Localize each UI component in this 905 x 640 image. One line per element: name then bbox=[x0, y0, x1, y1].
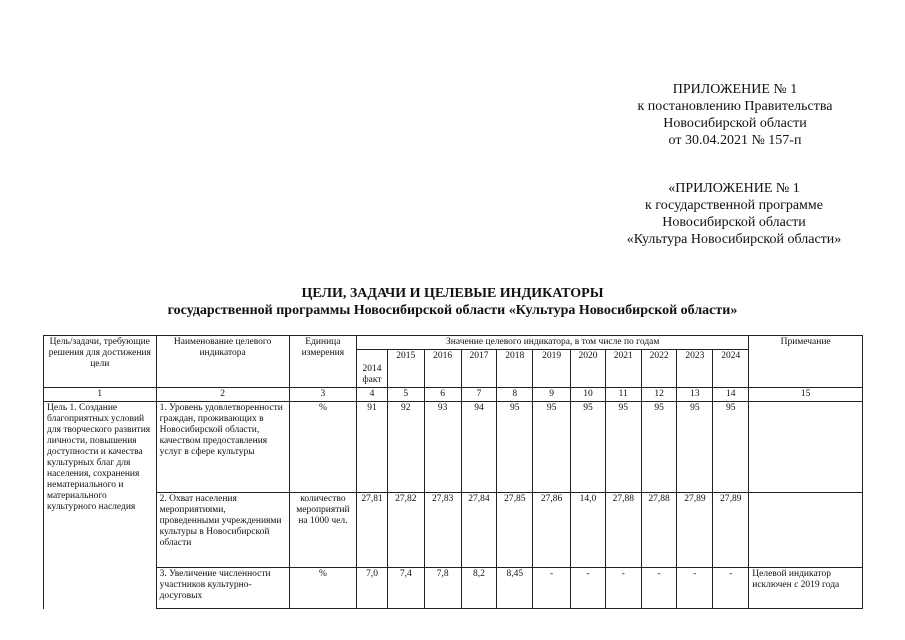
column-number: 13 bbox=[677, 388, 713, 402]
indicator-value: 27,82 bbox=[387, 493, 424, 568]
indicator-value: 27,89 bbox=[713, 493, 749, 568]
indicator-value: - bbox=[713, 568, 749, 609]
indicator-value: 95 bbox=[677, 402, 713, 493]
indicator-unit: количество мероприятий на 1000 чел. bbox=[289, 493, 357, 568]
indicator-value: 8,45 bbox=[497, 568, 533, 609]
header-year: 2015 bbox=[387, 350, 424, 388]
column-number: 14 bbox=[713, 388, 749, 402]
indicator-value: 94 bbox=[461, 402, 497, 493]
indicator-unit: % bbox=[289, 402, 357, 493]
header-year: 2014 факт bbox=[357, 350, 388, 388]
indicator-value: - bbox=[605, 568, 641, 609]
header-goal: Цель/задачи, требующие решения для достижения цели bbox=[44, 336, 157, 388]
document-title-line1: ЦЕЛИ, ЗАДАЧИ И ЦЕЛЕВЫЕ ИНДИКАТОРЫ bbox=[301, 286, 604, 301]
column-number: 2 bbox=[156, 388, 289, 402]
column-number-row bbox=[44, 388, 863, 402]
appendix-region: Новосибирской области bbox=[662, 215, 806, 230]
indicator-value: 27,83 bbox=[424, 493, 461, 568]
header-indicator: Наименование целевого индикатора bbox=[156, 336, 289, 388]
appendix-subtitle: к постановлению Правительства bbox=[637, 99, 833, 114]
indicator-note bbox=[749, 493, 863, 568]
table-row bbox=[44, 402, 863, 493]
indicator-value: 27,88 bbox=[641, 493, 677, 568]
indicator-value: - bbox=[571, 568, 606, 609]
header-values-group: Значение целевого индикатора, в том числе по годам bbox=[357, 336, 749, 350]
indicator-value: 92 bbox=[387, 402, 424, 493]
indicator-name: 3. Увеличение численности участников культурно-досуговых bbox=[156, 568, 289, 609]
indicator-value: 95 bbox=[713, 402, 749, 493]
header-unit: Единица измерения bbox=[289, 336, 357, 388]
indicator-value: 93 bbox=[424, 402, 461, 493]
column-number: 8 bbox=[497, 388, 533, 402]
indicator-value: 7,0 bbox=[357, 568, 388, 609]
indicator-value: 27,81 bbox=[357, 493, 388, 568]
header-note: Примечание bbox=[749, 336, 863, 388]
indicator-value: 91 bbox=[357, 402, 388, 493]
indicator-value: 27,88 bbox=[605, 493, 641, 568]
indicator-name: 1. Уровень удовлетворенности граждан, проживающих в Новосибирской области, качеством предоставления услуг в сфере культуры bbox=[156, 402, 289, 493]
column-number: 1 bbox=[44, 388, 157, 402]
indicator-value: 95 bbox=[533, 402, 571, 493]
document-title bbox=[0, 285, 905, 319]
indicator-value: 95 bbox=[497, 402, 533, 493]
header-year: 2019 bbox=[533, 350, 571, 388]
indicator-value: 7,4 bbox=[387, 568, 424, 609]
column-number: 9 bbox=[533, 388, 571, 402]
column-number: 4 bbox=[357, 388, 388, 402]
header-year: 2017 bbox=[461, 350, 497, 388]
table-row bbox=[44, 568, 863, 609]
column-number: 11 bbox=[605, 388, 641, 402]
header-year: 2022 bbox=[641, 350, 677, 388]
indicator-name: 2. Охват населения мероприятиями, проведенными учреждениями культуры в Новосибирской области bbox=[156, 493, 289, 568]
appendix-title: ПРИЛОЖЕНИЕ № 1 bbox=[672, 82, 798, 97]
appendix-header-resolution bbox=[600, 81, 870, 149]
indicator-value: - bbox=[677, 568, 713, 609]
indicators-table bbox=[43, 335, 863, 609]
column-number: 15 bbox=[749, 388, 863, 402]
header-year: 2016 bbox=[424, 350, 461, 388]
appendix-title: «ПРИЛОЖЕНИЕ № 1 bbox=[668, 181, 800, 196]
indicator-value: 27,86 bbox=[533, 493, 571, 568]
column-number: 6 bbox=[424, 388, 461, 402]
indicator-value: 27,85 bbox=[497, 493, 533, 568]
table-row bbox=[44, 493, 863, 568]
appendix-date: от 30.04.2021 № 157-п bbox=[668, 133, 802, 148]
indicator-value: 27,89 bbox=[677, 493, 713, 568]
appendix-subtitle: к государственной программе bbox=[645, 198, 823, 213]
header-year: 2021 bbox=[605, 350, 641, 388]
indicator-value: 7,8 bbox=[424, 568, 461, 609]
column-number: 10 bbox=[571, 388, 606, 402]
column-number: 7 bbox=[461, 388, 497, 402]
indicator-unit: % bbox=[289, 568, 357, 609]
header-year: 2018 bbox=[497, 350, 533, 388]
column-number: 12 bbox=[641, 388, 677, 402]
indicator-value: - bbox=[641, 568, 677, 609]
indicator-value: 8,2 bbox=[461, 568, 497, 609]
column-number: 5 bbox=[387, 388, 424, 402]
indicator-note bbox=[749, 402, 863, 493]
header-year: 2023 bbox=[677, 350, 713, 388]
header-year: 2020 bbox=[571, 350, 606, 388]
indicator-value: 95 bbox=[641, 402, 677, 493]
header-year: 2024 bbox=[713, 350, 749, 388]
appendix-header-program bbox=[598, 180, 870, 248]
column-number: 3 bbox=[289, 388, 357, 402]
appendix-region: Новосибирской области bbox=[663, 116, 807, 131]
document-title-line2: государственной программы Новосибирской области «Культура Новосибирской области» bbox=[167, 303, 738, 318]
indicator-value: 27,84 bbox=[461, 493, 497, 568]
goal-cell: Цель 1. Создание благоприятных условий для творческого развития личности, повышения доступности и качества культурных благ для населения, сохранения нематериального и материального культурного наследия bbox=[44, 402, 157, 609]
indicator-value: 14,0 bbox=[571, 493, 606, 568]
indicator-value: 95 bbox=[571, 402, 606, 493]
table-header-row bbox=[44, 336, 863, 350]
indicator-value: - bbox=[533, 568, 571, 609]
indicator-note: Целевой индикатор исключен с 2019 года bbox=[749, 568, 863, 609]
appendix-program-name: «Культура Новосибирской области» bbox=[626, 232, 842, 247]
indicator-value: 95 bbox=[605, 402, 641, 493]
